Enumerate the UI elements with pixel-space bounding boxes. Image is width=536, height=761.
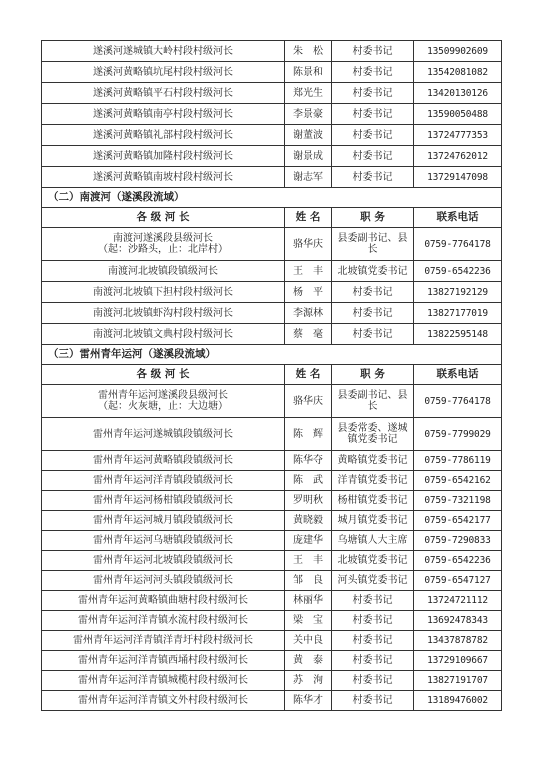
section-title: （三）雷州青年运河（遂溪段流域） — [42, 345, 502, 365]
cell-post: 洋青镇党委书记 — [332, 471, 414, 491]
cell-name: 谢董波 — [285, 125, 332, 146]
cell-area: 遂溪河黄略镇平石村段村级河长 — [42, 83, 285, 104]
cell-name: 庞建华 — [285, 531, 332, 551]
cell-area: 雷州青年运河黄略镇段镇级河长 — [42, 451, 285, 471]
cell-post: 村委书记 — [332, 41, 414, 62]
table-row — [42, 611, 502, 631]
cell-phone: 0759-7799029 — [414, 418, 502, 451]
table-row — [42, 671, 502, 691]
cell-name: 陈 武 — [285, 471, 332, 491]
cell-post: 村委书记 — [332, 631, 414, 651]
cell-area: 南渡河北坡镇虾沟村段村级河长 — [42, 303, 285, 324]
cell-phone: 0759-6542236 — [414, 551, 502, 571]
cell-post: 村委书记 — [332, 671, 414, 691]
cell-post: 村委书记 — [332, 167, 414, 188]
cell-post: 村委书记 — [332, 83, 414, 104]
cell-phone: 13189476002 — [414, 691, 502, 711]
cell-name: 陈华才 — [285, 691, 332, 711]
river-chief-table — [41, 40, 502, 711]
cell-area: 雷州青年运河河头镇段镇级河长 — [42, 571, 285, 591]
cell-phone: 0759-7786119 — [414, 451, 502, 471]
table-row — [42, 146, 502, 167]
cell-post: 杨柑镇党委书记 — [332, 491, 414, 511]
table-row — [42, 591, 502, 611]
cell-post: 乌塘镇人大主席 — [332, 531, 414, 551]
table-body — [42, 41, 502, 711]
cell-post: 城月镇党委书记 — [332, 511, 414, 531]
cell-name: 谢景成 — [285, 146, 332, 167]
section-title-row — [42, 345, 502, 365]
cell-name: 陈景和 — [285, 62, 332, 83]
cell-post: 县委副书记、县长 — [332, 228, 414, 261]
table-row — [42, 125, 502, 146]
cell-name: 骆华庆 — [285, 228, 332, 261]
cell-phone: 0759-6542162 — [414, 471, 502, 491]
cell-phone: 0759-7321198 — [414, 491, 502, 511]
cell-phone: 13729147098 — [414, 167, 502, 188]
table-row — [42, 261, 502, 282]
cell-area: 南渡河遂溪段县级河长 （起：沙路头，止：北岸村） — [42, 228, 285, 261]
cell-post: 村委书记 — [332, 324, 414, 345]
cell-phone: 13729109667 — [414, 651, 502, 671]
cell-area: 雷州青年运河洋青镇段镇级河长 — [42, 471, 285, 491]
table-row — [42, 471, 502, 491]
cell-area: 南渡河北坡镇段镇级河长 — [42, 261, 285, 282]
cell-post: 村委书记 — [332, 611, 414, 631]
cell-area: 雷州青年运河遂城镇段镇级河长 — [42, 418, 285, 451]
cell-name: 陈 辉 — [285, 418, 332, 451]
column-header-name: 姓 名 — [285, 208, 332, 228]
cell-post: 村委书记 — [332, 651, 414, 671]
cell-phone: 13542081082 — [414, 62, 502, 83]
cell-post: 河头镇党委书记 — [332, 571, 414, 591]
cell-area: 雷州青年运河洋青镇城榄村段村级河长 — [42, 671, 285, 691]
cell-name: 朱 松 — [285, 41, 332, 62]
table-row — [42, 303, 502, 324]
cell-area: 遂溪河黄略镇礼部村段村级河长 — [42, 125, 285, 146]
cell-phone: 13724777353 — [414, 125, 502, 146]
cell-name: 邹 良 — [285, 571, 332, 591]
cell-phone: 13724762012 — [414, 146, 502, 167]
cell-post: 北坡镇党委书记 — [332, 261, 414, 282]
cell-area: 雷州青年运河洋青镇西埇村段村级河长 — [42, 651, 285, 671]
table-row — [42, 62, 502, 83]
cell-phone: 13590050488 — [414, 104, 502, 125]
cell-area: 雷州青年运河洋青镇水流村段村级河长 — [42, 611, 285, 631]
table-row — [42, 385, 502, 418]
cell-area: 雷州青年运河遂溪段县级河长 （起：火灰塘，止：大边塘） — [42, 385, 285, 418]
column-header-post: 职 务 — [332, 365, 414, 385]
cell-area: 雷州青年运河黄略镇曲塘村段村级河长 — [42, 591, 285, 611]
cell-post: 村委书记 — [332, 282, 414, 303]
cell-name: 李景豪 — [285, 104, 332, 125]
section-title: （二）南渡河（遂溪段流域） — [42, 188, 502, 208]
table-row — [42, 282, 502, 303]
cell-name: 黄 泰 — [285, 651, 332, 671]
cell-name: 骆华庆 — [285, 385, 332, 418]
cell-phone: 0759-7290833 — [414, 531, 502, 551]
table-row — [42, 651, 502, 671]
column-header-row — [42, 208, 502, 228]
cell-name: 黄晓毅 — [285, 511, 332, 531]
table-row — [42, 167, 502, 188]
cell-post: 村委书记 — [332, 303, 414, 324]
cell-area: 雷州青年运河洋青镇文外村段村级河长 — [42, 691, 285, 711]
cell-name: 梁 宝 — [285, 611, 332, 631]
cell-phone: 13509902609 — [414, 41, 502, 62]
cell-post: 村委书记 — [332, 62, 414, 83]
cell-area: 南渡河北坡镇下担村段村级河长 — [42, 282, 285, 303]
column-header-phone: 联系电话 — [414, 365, 502, 385]
cell-area: 遂溪河黄略镇南亭村段村级河长 — [42, 104, 285, 125]
cell-phone: 13822595148 — [414, 324, 502, 345]
cell-post: 村委书记 — [332, 146, 414, 167]
column-header-area: 各 级 河 长 — [42, 208, 285, 228]
cell-post: 村委书记 — [332, 125, 414, 146]
cell-area: 雷州青年运河城月镇段镇级河长 — [42, 511, 285, 531]
river-chief-table-sheet — [41, 40, 501, 711]
cell-area: 遂溪河黄略镇加隆村段村级河长 — [42, 146, 285, 167]
cell-name: 罗明秋 — [285, 491, 332, 511]
cell-post: 黄略镇党委书记 — [332, 451, 414, 471]
cell-area: 雷州青年运河杨柑镇段镇级河长 — [42, 491, 285, 511]
table-row — [42, 531, 502, 551]
cell-area: 遂溪河遂城镇大岭村段村级河长 — [42, 41, 285, 62]
table-row — [42, 228, 502, 261]
column-header-phone: 联系电话 — [414, 208, 502, 228]
table-row — [42, 551, 502, 571]
cell-name: 谢志军 — [285, 167, 332, 188]
cell-phone: 13437878782 — [414, 631, 502, 651]
cell-phone: 13827177019 — [414, 303, 502, 324]
table-row — [42, 451, 502, 471]
cell-area: 遂溪河黄略镇坑尾村段村级河长 — [42, 62, 285, 83]
cell-phone: 13724721112 — [414, 591, 502, 611]
table-row — [42, 571, 502, 591]
cell-area: 南渡河北坡镇文典村段村级河长 — [42, 324, 285, 345]
column-header-row — [42, 365, 502, 385]
cell-phone: 0759-7764178 — [414, 228, 502, 261]
cell-phone: 13827192129 — [414, 282, 502, 303]
cell-area: 雷州青年运河北坡镇段镇级河长 — [42, 551, 285, 571]
cell-phone: 13420130126 — [414, 83, 502, 104]
column-header-post: 职 务 — [332, 208, 414, 228]
table-row — [42, 491, 502, 511]
cell-phone: 13827191707 — [414, 671, 502, 691]
cell-name: 苏 洵 — [285, 671, 332, 691]
cell-name: 郑光生 — [285, 83, 332, 104]
cell-name: 杨 平 — [285, 282, 332, 303]
column-header-area: 各 级 河 长 — [42, 365, 285, 385]
table-row — [42, 691, 502, 711]
cell-name: 关中良 — [285, 631, 332, 651]
table-row — [42, 104, 502, 125]
cell-name: 蔡 毫 — [285, 324, 332, 345]
section-title-row — [42, 188, 502, 208]
cell-phone: 0759-6542177 — [414, 511, 502, 531]
cell-phone: 13692478343 — [414, 611, 502, 631]
cell-post: 县委常委、遂城镇党委书记 — [332, 418, 414, 451]
cell-name: 王 丰 — [285, 261, 332, 282]
table-row — [42, 418, 502, 451]
cell-name: 林丽华 — [285, 591, 332, 611]
table-row — [42, 324, 502, 345]
table-row — [42, 41, 502, 62]
table-row — [42, 511, 502, 531]
cell-area: 遂溪河黄略镇南坡村段村级河长 — [42, 167, 285, 188]
cell-area: 雷州青年运河乌塘镇段镇级河长 — [42, 531, 285, 551]
cell-phone: 0759-6542236 — [414, 261, 502, 282]
cell-post: 村委书记 — [332, 691, 414, 711]
cell-phone: 0759-6547127 — [414, 571, 502, 591]
cell-name: 李源林 — [285, 303, 332, 324]
table-row — [42, 631, 502, 651]
cell-name: 王 丰 — [285, 551, 332, 571]
cell-post: 北坡镇党委书记 — [332, 551, 414, 571]
cell-post: 村委书记 — [332, 591, 414, 611]
cell-name: 陈华夺 — [285, 451, 332, 471]
cell-post: 县委副书记、县长 — [332, 385, 414, 418]
column-header-name: 姓 名 — [285, 365, 332, 385]
cell-phone: 0759-7764178 — [414, 385, 502, 418]
cell-post: 村委书记 — [332, 104, 414, 125]
table-row — [42, 83, 502, 104]
cell-area: 雷州青年运河洋青镇洋青圩村段村级河长 — [42, 631, 285, 651]
